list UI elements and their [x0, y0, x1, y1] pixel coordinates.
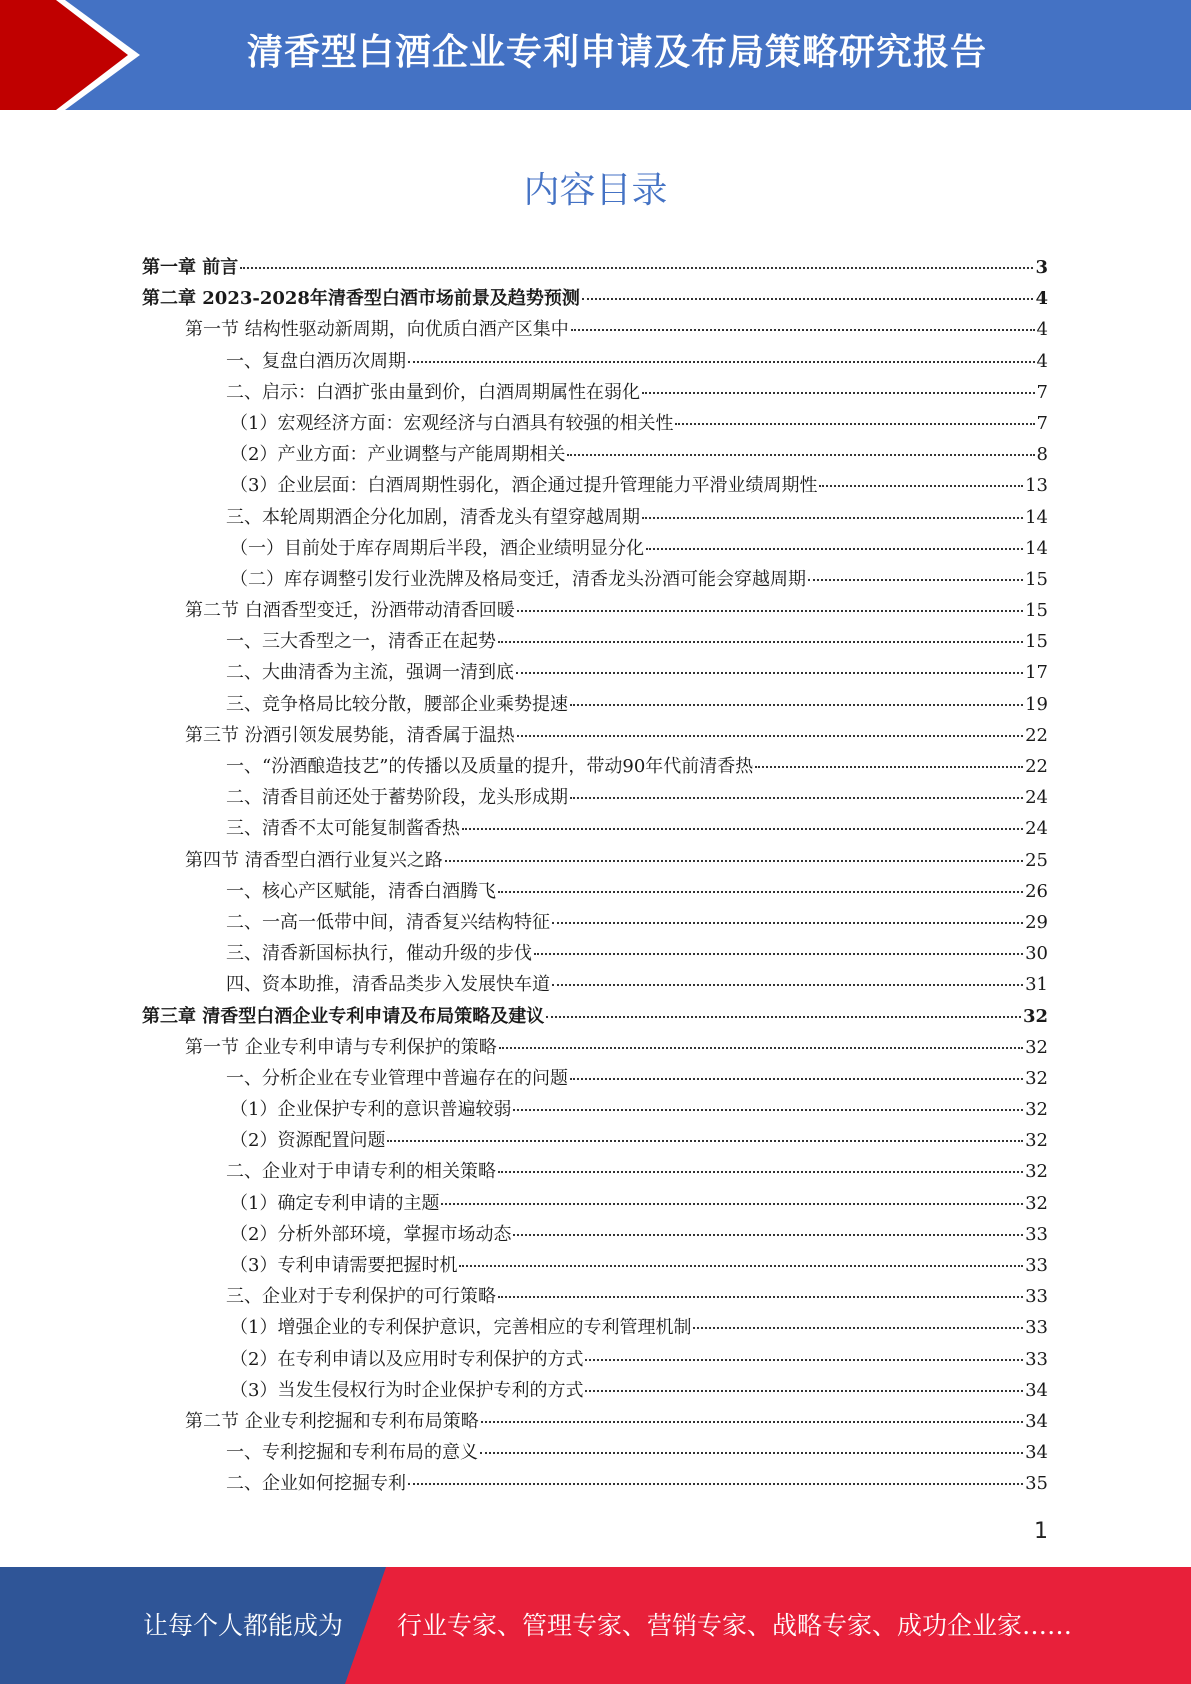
- toc-entry[interactable]: [142, 1220, 1048, 1251]
- toc-entry-title: 一、三大香型之一，清香正在起势: [226, 631, 496, 653]
- toc-entry-title: （1）确定专利申请的主题: [230, 1192, 440, 1214]
- toc-entry-page: 4: [1035, 288, 1048, 310]
- toc-entry[interactable]: [142, 409, 1048, 440]
- toc-entry-title: （二）库存调整引发行业洗牌及格局变迁，清香龙头汾酒可能会穿越周期: [230, 568, 806, 590]
- toc-entry-title: （2）资源配置问题: [230, 1130, 386, 1152]
- toc-entry-title: 三、竞争格局比较分散，腰部企业乘势提速: [226, 693, 568, 715]
- toc-entry-title: 二、启示：白酒扩张由量到价，白酒周期属性在弱化: [226, 381, 640, 403]
- toc-entry[interactable]: [142, 471, 1048, 502]
- toc-entry-page: 29: [1025, 911, 1048, 933]
- toc-entry-page: 34: [1025, 1410, 1048, 1432]
- report-title: 清香型白酒企业专利申请及布局策略研究报告: [247, 32, 988, 73]
- toc-entry-title: 第一章 前言: [142, 257, 239, 278]
- toc-dot-leader: [408, 1483, 1023, 1485]
- toc-dot-leader: [517, 610, 1023, 612]
- toc-heading: 内容目录: [523, 170, 668, 211]
- toc-entry[interactable]: [142, 1126, 1048, 1157]
- toc-entry[interactable]: [142, 1345, 1048, 1376]
- toc-dot-leader: [481, 1421, 1023, 1423]
- toc-entry-title: 一、复盘白酒历次周期: [226, 350, 406, 372]
- toc-entry-page: 32: [1025, 1099, 1048, 1121]
- toc-entry-page: 32: [1022, 1005, 1048, 1027]
- toc-entry-title: 二、清香目前还处于蓄势阶段，龙头形成期: [226, 787, 568, 809]
- toc-entry-title: （3）企业层面：白酒周期性弱化，酒企通过提升管理能力平滑业绩周期性: [230, 475, 818, 497]
- toc-entry-page: 32: [1025, 1192, 1048, 1214]
- header-banner: [0, 0, 1191, 110]
- toc-entry-title: 第三章 清香型白酒企业专利申请及布局策略及建议: [142, 1005, 545, 1027]
- toc-entry-page: 22: [1025, 724, 1048, 746]
- toc-entry-title: 一、核心产区赋能，清香白酒腾飞: [226, 880, 496, 902]
- toc-entry-page: 8: [1036, 444, 1048, 466]
- toc-entry-page: 32: [1025, 1130, 1048, 1152]
- footer-slogan-right: 行业专家、管理专家、营销专家、战略专家、成功企业家……: [397, 1611, 1073, 1640]
- toc-dot-leader: [693, 1327, 1023, 1329]
- toc-entry-page: 4: [1036, 319, 1048, 341]
- toc-entry[interactable]: [142, 690, 1048, 721]
- toc-dot-leader: [675, 423, 1034, 425]
- toc-entry-title: 三、本轮周期酒企分化加剧，清香龙头有望穿越周期: [226, 506, 640, 528]
- toc-entry[interactable]: [142, 1157, 1048, 1188]
- toc-entry-page: 7: [1036, 381, 1048, 403]
- toc-entry-page: 14: [1025, 537, 1048, 559]
- toc-dot-leader: [498, 641, 1023, 643]
- toc-entry[interactable]: [142, 1469, 1048, 1500]
- toc-dot-leader: [552, 984, 1023, 986]
- toc-entry-title: 第二节 企业专利挖掘和专利布局策略: [185, 1410, 479, 1432]
- toc-entry[interactable]: [142, 1002, 1048, 1033]
- toc-entry-title: （1）宏观经济方面：宏观经济与白酒具有较强的相关性: [230, 412, 674, 434]
- toc-dot-leader: [462, 828, 1023, 830]
- toc-dot-leader: [642, 392, 1035, 394]
- toc-dot-leader: [567, 454, 1034, 456]
- toc-entry-page: 33: [1025, 1255, 1048, 1276]
- toc-entry-title: （1）企业保护专利的意识普遍较弱: [230, 1099, 512, 1121]
- toc-entry-title: 一、分析企业在专业管理中普遍存在的问题: [226, 1067, 568, 1089]
- toc-entry-page: 15: [1025, 568, 1048, 590]
- toc-dot-leader: [585, 1359, 1023, 1361]
- toc-entry-title: （1）增强企业的专利保护意识，完善相应的专利管理机制: [230, 1317, 692, 1339]
- toc-entry-title: （一）目前处于库存周期后半段，酒企业绩明显分化: [230, 537, 644, 559]
- toc-dot-leader: [408, 361, 1035, 363]
- toc-entry-page: 32: [1025, 1036, 1048, 1058]
- toc-dot-leader: [570, 1078, 1023, 1080]
- toc-entry-page: 33: [1025, 1223, 1048, 1245]
- toc-entry[interactable]: [142, 1033, 1048, 1064]
- toc-dot-leader: [755, 766, 1023, 768]
- toc-entry[interactable]: [142, 284, 1048, 315]
- toc-dot-leader: [570, 797, 1023, 799]
- toc-entry[interactable]: [142, 1095, 1048, 1126]
- toc-entry-title: 二、一高一低带中间，清香复兴结构特征: [226, 911, 550, 933]
- toc-entry[interactable]: [142, 565, 1048, 596]
- toc-entry[interactable]: [142, 1438, 1048, 1469]
- toc-entry[interactable]: [142, 1376, 1048, 1407]
- toc-entry-title: 第二节 白酒香型变迁，汾酒带动清香回暖: [185, 600, 515, 622]
- toc-entry[interactable]: [142, 253, 1048, 284]
- toc-dot-leader: [570, 704, 1023, 706]
- page-number: 1: [1034, 1519, 1048, 1544]
- toc-entry-page: 35: [1025, 1473, 1048, 1495]
- toc-entry-page: 14: [1025, 506, 1048, 528]
- toc-entry[interactable]: [142, 596, 1048, 627]
- header-arrow-icon: [0, 0, 160, 110]
- footer-banner: [0, 1567, 1191, 1684]
- toc-entry-page: 30: [1025, 943, 1048, 965]
- toc-entry[interactable]: [142, 534, 1048, 565]
- toc-dot-leader: [571, 329, 1035, 331]
- toc-entry[interactable]: [142, 970, 1048, 1001]
- toc-entry-title: （3）专利申请需要把握时机: [230, 1255, 458, 1276]
- toc-entry-page: 25: [1025, 849, 1048, 871]
- toc-entry[interactable]: [142, 347, 1048, 378]
- toc-entry-page: 33: [1025, 1286, 1048, 1308]
- toc-dot-leader: [445, 860, 1023, 862]
- table-of-contents: [142, 253, 1048, 1501]
- toc-entry-page: 13: [1025, 475, 1048, 497]
- toc-entry-title: （2）产业方面：产业调整与产能周期相关: [230, 444, 566, 466]
- toc-dot-leader: [582, 298, 1034, 300]
- toc-dot-leader: [240, 267, 1033, 269]
- toc-entry-page: 7: [1036, 412, 1048, 434]
- toc-entry[interactable]: [142, 503, 1048, 534]
- toc-entry-page: 31: [1025, 974, 1048, 996]
- toc-entry[interactable]: [142, 1282, 1048, 1313]
- toc-dot-leader: [517, 735, 1023, 737]
- toc-entry-title: 四、资本助推，清香品类步入发展快车道: [226, 974, 550, 996]
- toc-entry[interactable]: [142, 1064, 1048, 1095]
- toc-entry-page: 22: [1025, 756, 1048, 777]
- toc-entry-page: 19: [1025, 693, 1048, 715]
- toc-dot-leader: [534, 953, 1023, 955]
- toc-entry-title: 第二章 2023-2028年清香型白酒市场前景及趋势预测: [142, 288, 580, 310]
- toc-dot-leader: [499, 1047, 1023, 1049]
- toc-entry-page: 4: [1036, 350, 1048, 372]
- toc-entry-title: 一、专利挖掘和专利布局的意义: [226, 1442, 478, 1464]
- toc-entry[interactable]: [142, 658, 1048, 689]
- toc-entry-title: （3）当发生侵权行为时企业保护专利的方式: [230, 1379, 584, 1401]
- toc-dot-leader: [459, 1265, 1023, 1267]
- toc-entry[interactable]: [142, 1251, 1048, 1282]
- toc-entry-page: 34: [1025, 1379, 1048, 1401]
- toc-dot-leader: [480, 1452, 1023, 1454]
- toc-entry-page: 32: [1025, 1161, 1048, 1183]
- toc-entry[interactable]: [142, 783, 1048, 814]
- toc-entry-title: 三、清香不太可能复制酱香热: [226, 818, 460, 840]
- toc-entry-title: 二、大曲清香为主流，强调一清到底: [226, 662, 514, 684]
- toc-entry-title: 第一节 结构性驱动新周期，向优质白酒产区集中: [185, 319, 569, 341]
- toc-entry-page: 26: [1025, 880, 1048, 902]
- toc-dot-leader: [387, 1140, 1023, 1142]
- toc-entry-page: 15: [1025, 631, 1048, 653]
- toc-entry[interactable]: [142, 378, 1048, 409]
- toc-dot-leader: [516, 672, 1023, 674]
- toc-entry-title: 第四节 清香型白酒行业复兴之路: [185, 849, 443, 871]
- toc-entry[interactable]: [142, 1189, 1048, 1220]
- toc-entry-page: 34: [1025, 1442, 1048, 1464]
- toc-entry-page: 24: [1025, 818, 1048, 840]
- toc-dot-leader: [441, 1203, 1023, 1205]
- toc-dot-leader: [552, 922, 1023, 924]
- toc-entry-page: 33: [1025, 1317, 1048, 1339]
- toc-entry-page: 15: [1025, 600, 1048, 622]
- toc-dot-leader: [498, 1171, 1023, 1173]
- toc-entry[interactable]: [142, 1407, 1048, 1438]
- toc-entry[interactable]: [142, 752, 1048, 783]
- toc-entry-page: 17: [1025, 662, 1048, 684]
- toc-dot-leader: [498, 1296, 1023, 1298]
- toc-entry[interactable]: [142, 939, 1048, 970]
- toc-entry[interactable]: [142, 440, 1048, 471]
- toc-entry-title: 第一节 企业专利申请与专利保护的策略: [185, 1036, 497, 1058]
- toc-entry[interactable]: [142, 877, 1048, 908]
- toc-entry[interactable]: [142, 814, 1048, 845]
- toc-entry[interactable]: [142, 1313, 1048, 1344]
- toc-entry[interactable]: [142, 846, 1048, 877]
- toc-dot-leader: [513, 1109, 1023, 1111]
- toc-dot-leader: [642, 517, 1023, 519]
- toc-entry[interactable]: [142, 315, 1048, 346]
- toc-dot-leader: [646, 548, 1023, 550]
- toc-dot-leader: [498, 891, 1023, 893]
- toc-entry-page: 32: [1025, 1067, 1048, 1089]
- toc-entry-page: 33: [1025, 1348, 1048, 1370]
- toc-entry-title: 三、企业对于专利保护的可行策略: [226, 1286, 496, 1308]
- toc-dot-leader: [808, 579, 1023, 581]
- toc-entry-title: （2）分析外部环境，掌握市场动态: [230, 1223, 512, 1245]
- toc-entry-title: 三、清香新国标执行，催动升级的步伐: [226, 943, 532, 965]
- toc-entry-title: （2）在专利申请以及应用时专利保护的方式: [230, 1348, 584, 1370]
- toc-entry-page: 3: [1035, 257, 1048, 278]
- toc-dot-leader: [585, 1390, 1023, 1392]
- toc-entry-title: 二、企业如何挖掘专利: [226, 1473, 406, 1495]
- toc-entry-title: 第三节 汾酒引领发展势能，清香属于温热: [185, 724, 515, 746]
- toc-dot-leader: [819, 485, 1023, 487]
- toc-entry-title: 一、“汾酒酿造技艺”的传播以及质量的提升，带动90年代前清香热: [226, 756, 754, 777]
- toc-entry[interactable]: [142, 721, 1048, 752]
- toc-entry-page: 24: [1025, 787, 1048, 809]
- toc-dot-leader: [546, 1016, 1021, 1018]
- footer-slogan-left: 让每个人都能成为: [143, 1611, 344, 1640]
- toc-dot-leader: [513, 1234, 1023, 1236]
- toc-entry-title: 二、企业对于申请专利的相关策略: [226, 1161, 496, 1183]
- toc-entry[interactable]: [142, 908, 1048, 939]
- toc-entry[interactable]: [142, 627, 1048, 658]
